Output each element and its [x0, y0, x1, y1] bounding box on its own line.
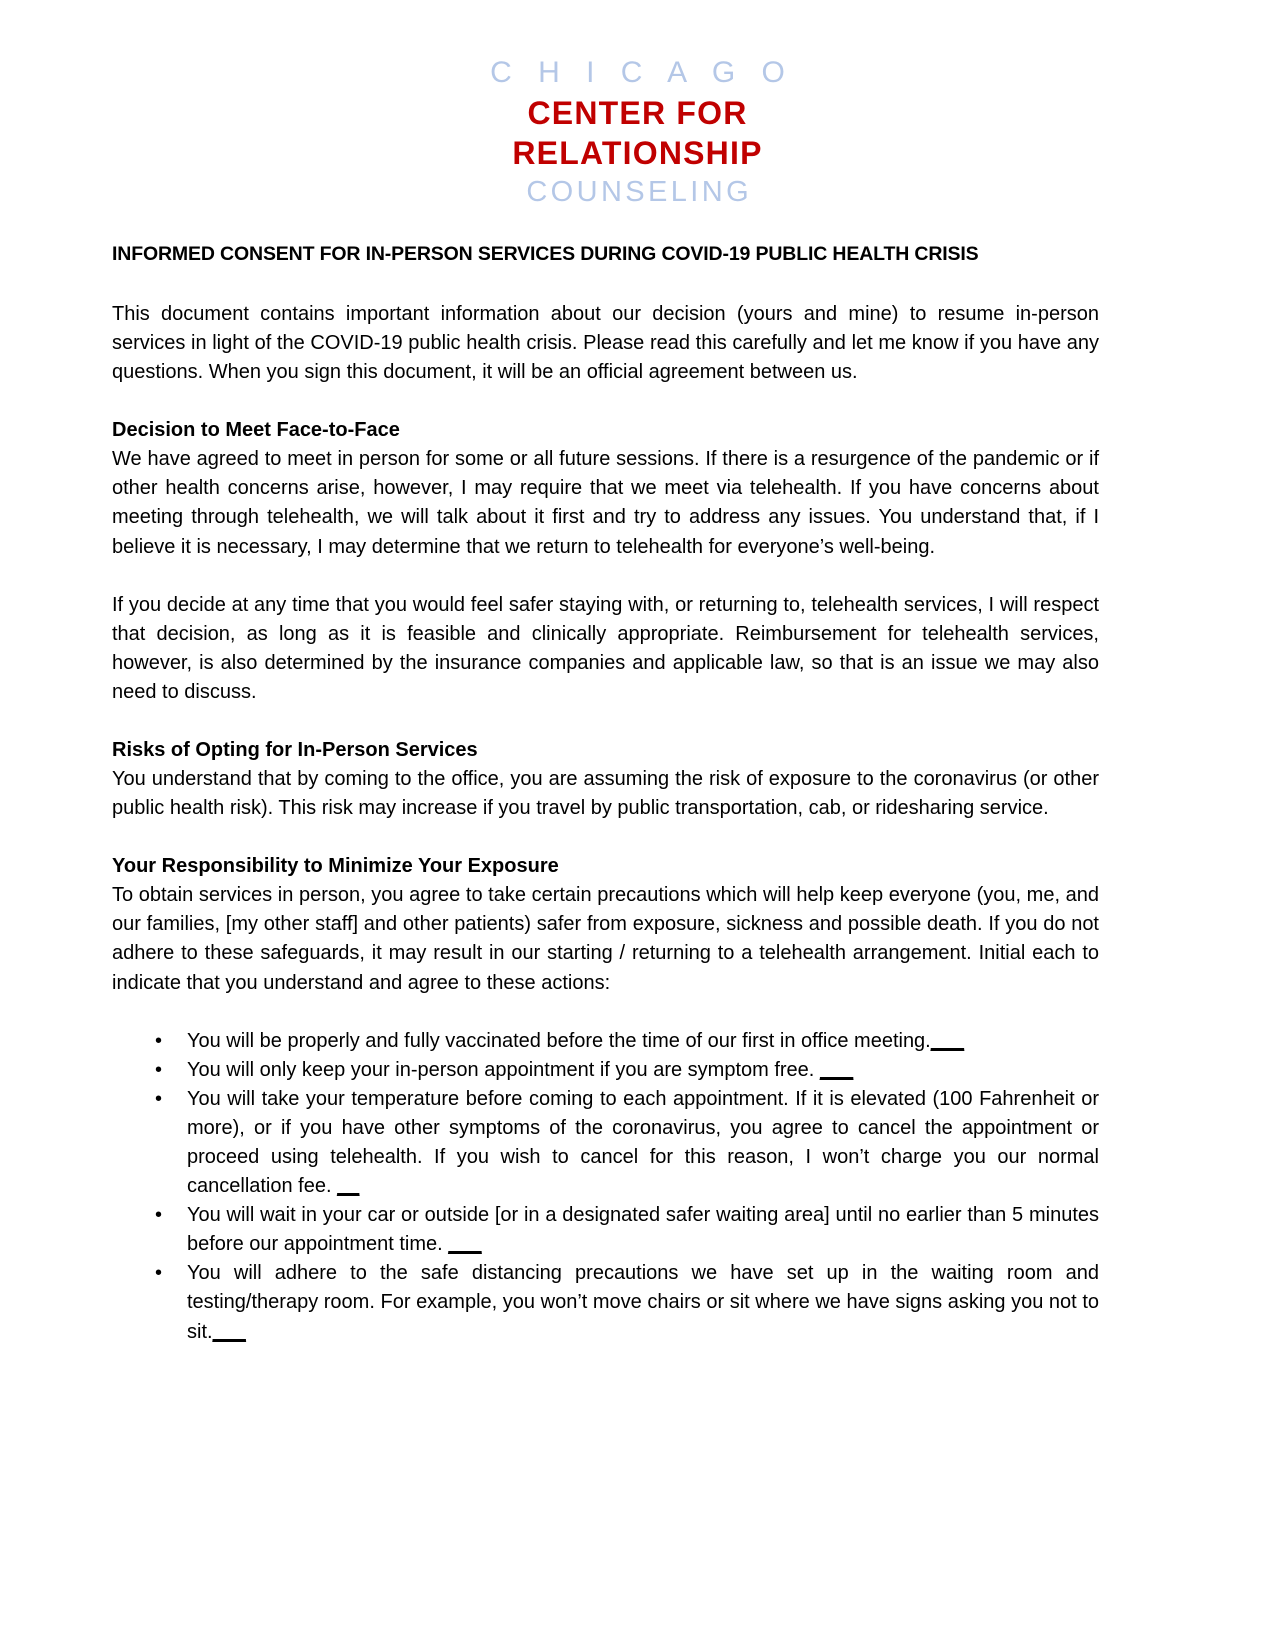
bullet-text: You will wait in your car or outside [or in a designated safer waiting area] until no earlier than 5 minutes before our appointment time.: [187, 1204, 1099, 1256]
document-title: INFORMED CONSENT FOR IN-PERSON SERVICES DURING COVID-19 PUBLIC HEALTH CRISIS: [112, 243, 979, 265]
list-item: [112, 1056, 1099, 1085]
logo-line-chicago: C H I C A G O: [490, 56, 794, 89]
logo-line-relationship: RELATIONSHIP: [512, 135, 763, 171]
section-heading-decision-to-meet: Decision to Meet Face-to-Face: [112, 419, 400, 442]
bullet-text: You will adhere to the safe distancing precautions we have set up in the waiting room and testing/therapy room. For example, you won’t move chairs or sit where we have signs asking you not to sit.: [187, 1262, 1099, 1343]
spacer: [112, 387, 1099, 416]
section-heading-risks: Risks of Opting for In-Person Services: [112, 739, 478, 762]
spacer: [112, 707, 1099, 736]
section-heading-responsibility: Your Responsibility to Minimize Your Exposure: [112, 855, 559, 878]
bullet-text: You will take your temperature before coming to each appointment. If it is elevated (100 Fahrenheit or more), or if you have other symptoms of the coronavirus, you agree to cancel the appointment or proceed using telehealth. If you wish to cancel for this reason, I won’t charge you our normal cancellation fee.: [187, 1087, 1099, 1198]
bullet-text: You will be properly and fully vaccinated before the time of our first in office meeting.: [187, 1029, 931, 1052]
initial-blank[interactable]: ___: [212, 1320, 246, 1343]
spacer: [112, 562, 1099, 591]
section-paragraph-responsibility-1: To obtain services in person, you agree to take certain precautions which will help keep everyone (you, me, and our families, [my other staff] and other patients) safer from exposure, sickness and possible death. If you do not adhere to these safeguards, it may result in our starting / returning to a telehealth arrangement. Initial each to indicate that you understand and agree to these actions:: [112, 884, 1099, 994]
precautions-bullet-list: [112, 1027, 1099, 1347]
list-item: [112, 1085, 1099, 1201]
section-paragraph-decision-1: We have agreed to meet in person for some or all future sessions. If there is a resurgence of the pandemic or if other health concerns arise, however, I may require that we meet via telehealth. If you have concerns about meeting through telehealth, we will talk about it first and try to address any issues. You understand that, if I believe it is necessary, I may determine that we return to telehealth for everyone’s well-being.: [112, 448, 1099, 558]
list-item: [112, 1027, 1099, 1056]
initial-blank[interactable]: ___: [448, 1233, 482, 1256]
list-item: [112, 1259, 1099, 1346]
list-item: [112, 1201, 1099, 1259]
logo-line-center-for: CENTER FOR: [527, 95, 748, 131]
bullet-text: You will only keep your in-person appointment if you are symptom free.: [187, 1058, 820, 1081]
document-body: [112, 243, 1099, 1347]
initial-blank[interactable]: ___: [819, 1058, 854, 1081]
spacer: [112, 823, 1099, 852]
section-paragraph-decision-2: If you decide at any time that you would feel safer staying with, or returning to, telehealth services, I will respect that decision, as long as it is feasible and clinically appropriate. Reimbursement for telehealth services, however, is also determined by the insurance companies and applicable law, so that is an issue we may also need to discuss.: [112, 593, 1099, 703]
section-paragraph-risks-1: You understand that by coming to the office, you are assuming the risk of exposure to the coronavirus (or other public health risk). This risk may increase if you travel by public transportation, cab, or ridesharing service.: [112, 768, 1099, 820]
initial-blank[interactable]: __: [337, 1175, 360, 1198]
organization-logo: [0, 0, 1275, 207]
logo-line-counseling: COUNSELING: [526, 176, 753, 208]
initial-blank[interactable]: ___: [930, 1029, 965, 1052]
intro-paragraph: This document contains important information about our decision (yours and mine) to resume in-person services in light of the COVID-19 public health crisis. Please read this carefully and let me know if you have any questions. When you sign this document, it will be an official agreement between us.: [112, 303, 1099, 384]
